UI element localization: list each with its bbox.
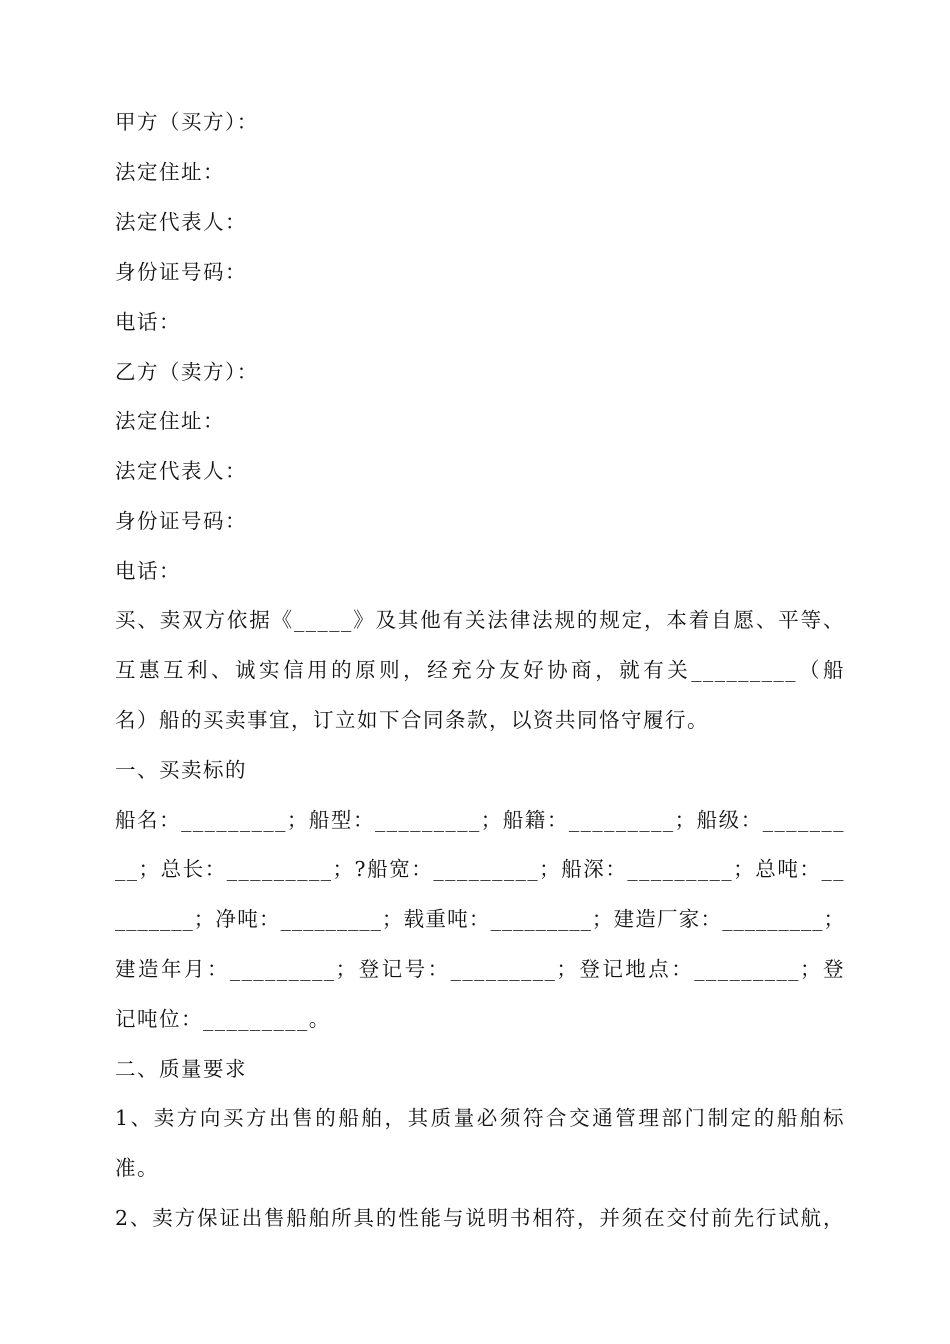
party-a-id-label: 身份证号码： <box>115 260 247 284</box>
preamble-line-2: 互惠互利、诚实信用的原则，经充分友好协商，就有关_________（船 <box>115 658 845 682</box>
subject-line-5: 记吨位：_________。 <box>115 1007 331 1031</box>
party-b-representative-label: 法定代表人： <box>115 459 247 483</box>
party-a-phone-label: 电话： <box>115 310 181 334</box>
party-a-address-label: 法定住址： <box>115 160 225 184</box>
subject-line-2: __；总长：_________；?船宽：_________；船深：_________；总吨：__ <box>115 857 845 881</box>
subject-line-3: _______；净吨：_________；载重吨：_________；建造厂家：_________； <box>115 907 845 931</box>
quality-clause-1-line-1: 1、卖方向买方出售的船舶，其质量必须符合交通管理部门制定的船舶标 <box>115 1106 845 1130</box>
party-b-seller-label: 乙方（卖方）： <box>115 360 259 384</box>
subject-line-4: 建造年月：_________；登记号：_________；登记地点：_________；登 <box>115 957 845 981</box>
party-a-representative-label: 法定代表人： <box>115 210 247 234</box>
section-2-heading: 二、质量要求 <box>115 1057 247 1081</box>
preamble-line-3: 名）船的买卖事宜，订立如下合同条款，以资共同恪守履行。 <box>115 708 709 732</box>
section-1-heading: 一、买卖标的 <box>115 758 247 782</box>
party-b-address-label: 法定住址： <box>115 409 225 433</box>
quality-clause-1-line-2: 准。 <box>115 1156 159 1180</box>
quality-clause-2-line-1: 2、卖方保证出售船舶所具的性能与说明书相符，并须在交付前先行试航， <box>115 1206 845 1230</box>
party-b-id-label: 身份证号码： <box>115 509 247 533</box>
party-b-phone-label: 电话： <box>115 559 181 583</box>
party-a-buyer-label: 甲方（买方）： <box>115 110 259 134</box>
subject-line-1: 船名：_________；船型：_________；船籍：_________；船级：_______ <box>115 808 845 832</box>
preamble-line-1: 买、卖双方依据《_____》及其他有关法律法规的规定，本着自愿、平等、 <box>115 608 845 632</box>
